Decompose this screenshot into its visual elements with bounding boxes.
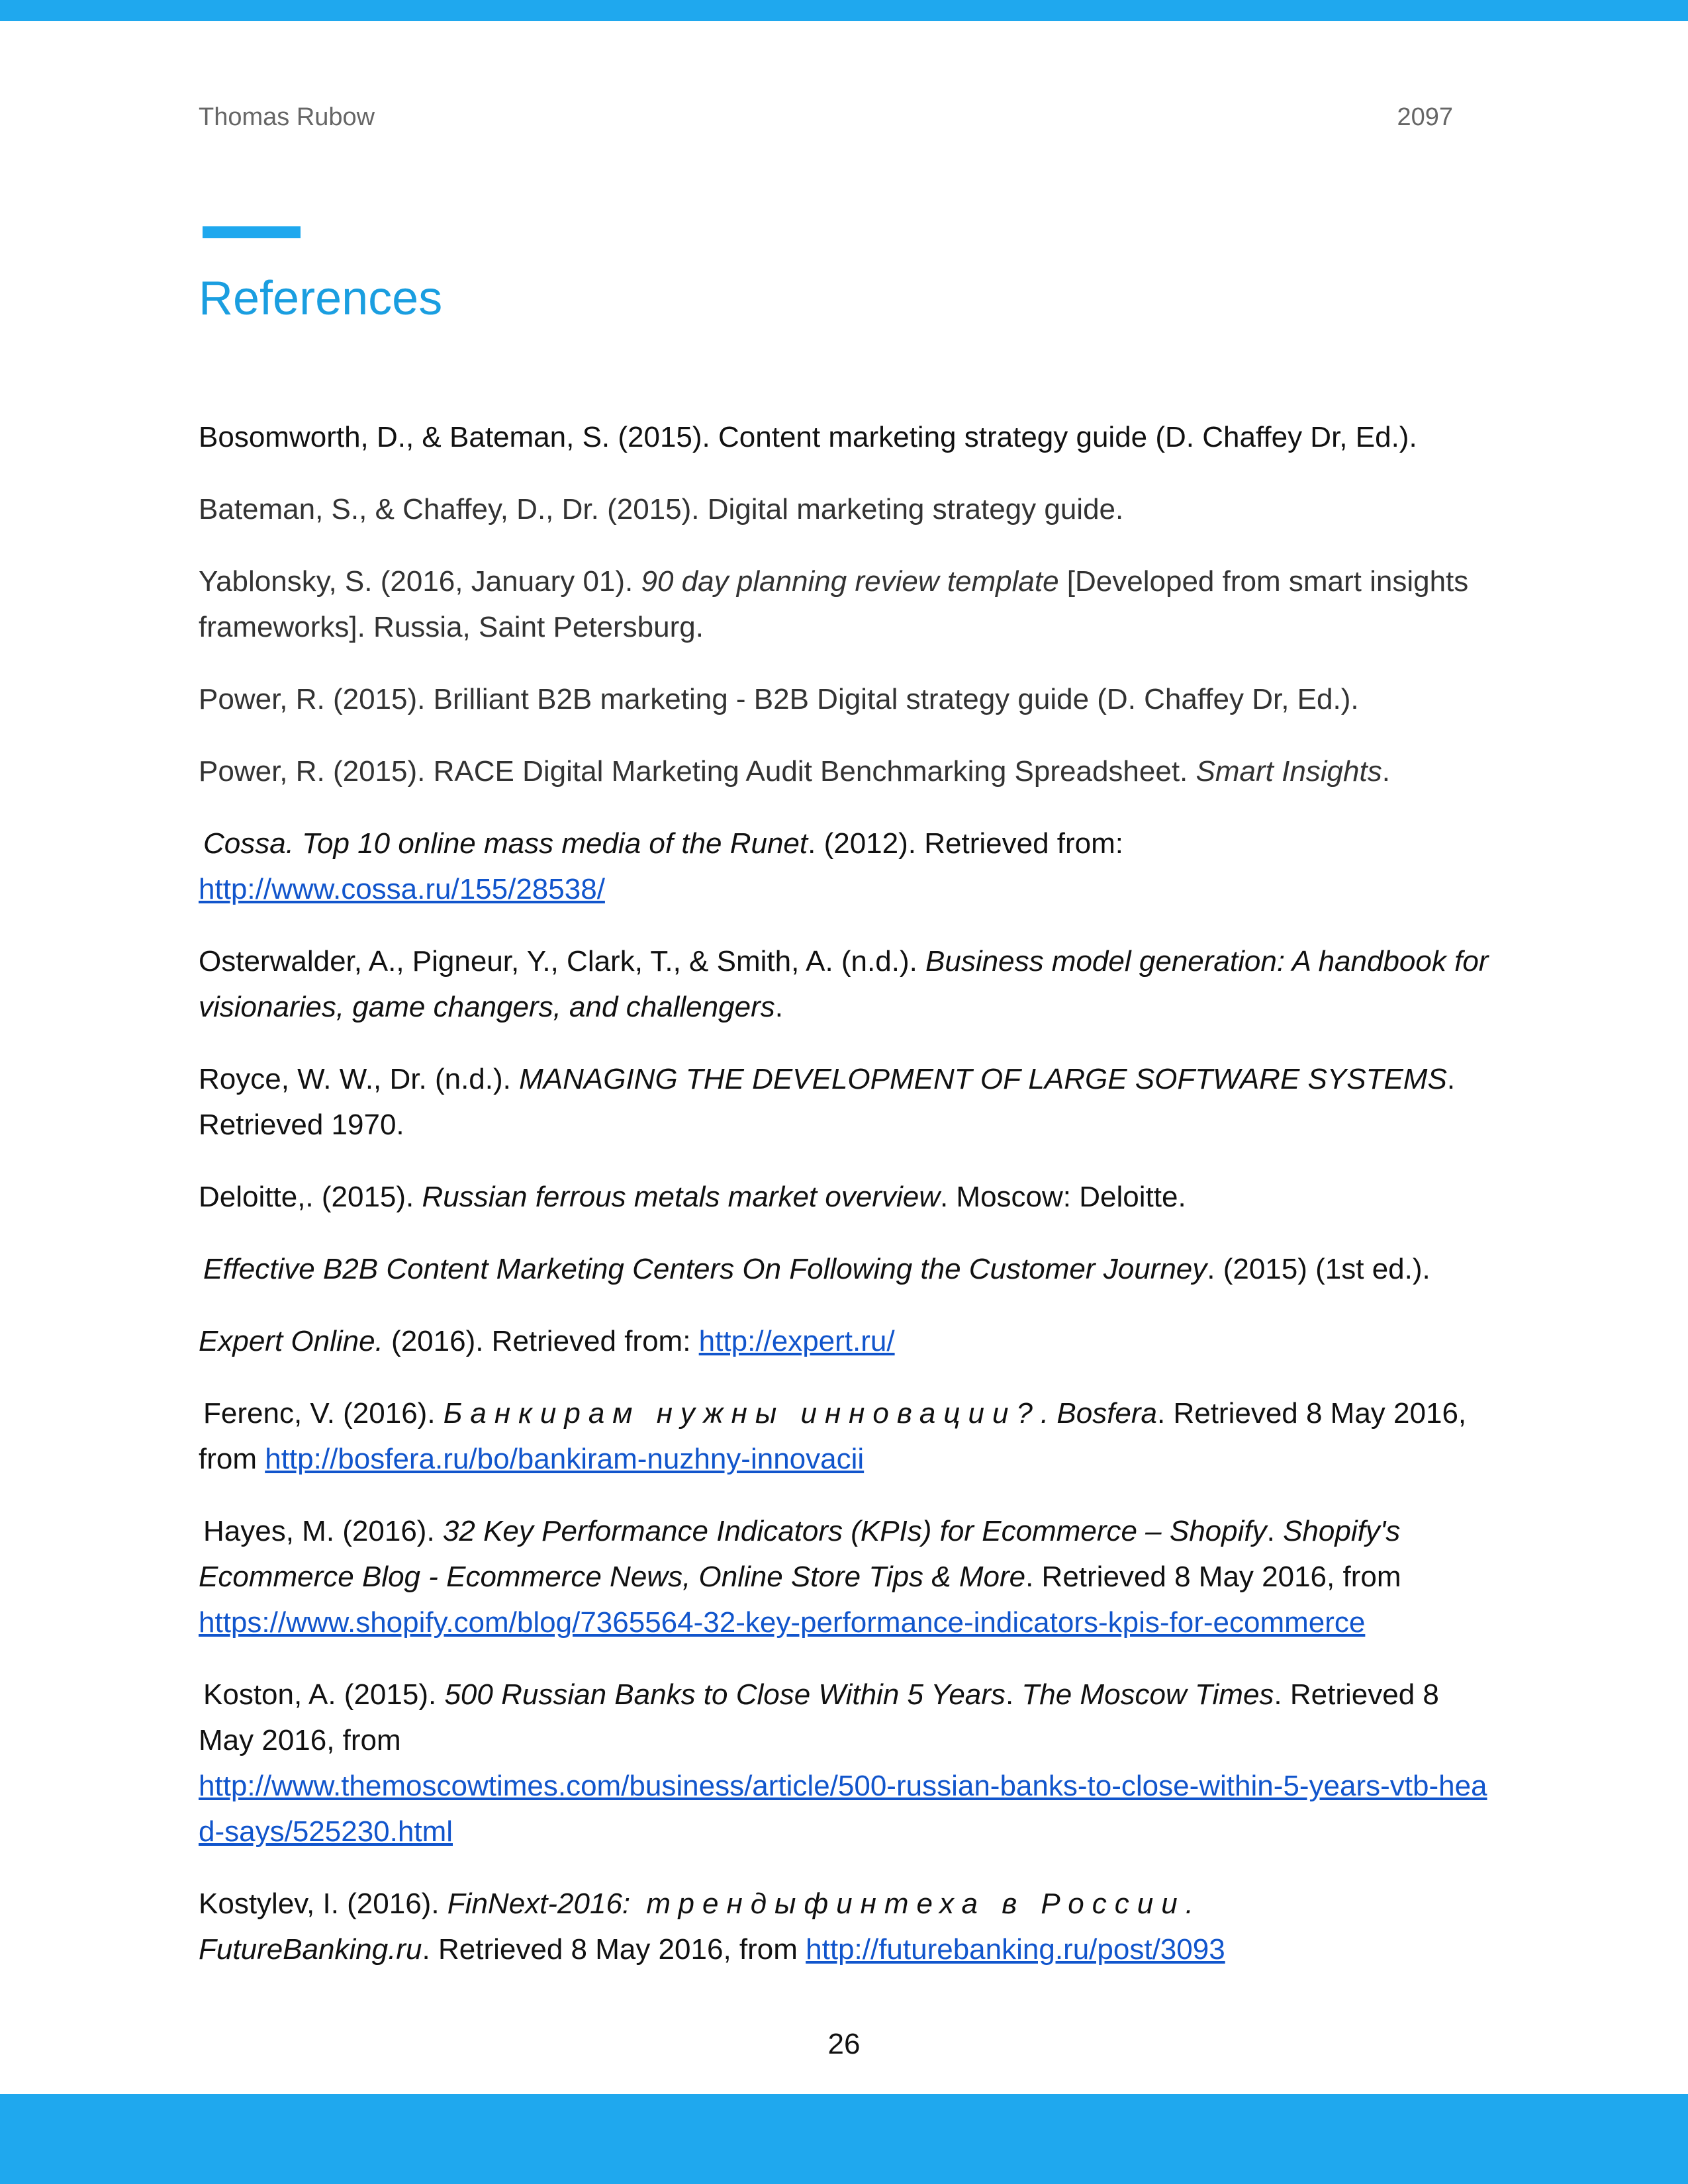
reference-source: FutureBanking.ru (199, 1933, 422, 1966)
reference-title: FinNext-2016: (447, 1888, 631, 1920)
reference-title: 32 Key Performance Indicators (KPIs) for Ecommerce – Shopify (442, 1515, 1267, 1547)
reference-item (199, 1672, 1496, 1854)
reference-title: Business model generation: A handbook for visionaries, game changers, and challengers (199, 945, 1489, 1023)
reference-title: Expert Online. (199, 1325, 383, 1357)
reference-item (199, 1508, 1496, 1645)
reference-source: . Bosfera (1040, 1397, 1157, 1430)
reference-title: Russian ferrous metals market overview (422, 1181, 940, 1213)
reference-text: Bosomworth, D., & Bateman, S. (2015). Content marketing strategy guide (D. Chaffey Dr, Ed.). (199, 421, 1417, 453)
reference-title: Effective B2B Content Marketing Centers On Following the Customer Journey (203, 1253, 1207, 1285)
reference-text: Kostylev, I. (2016). (199, 1888, 447, 1920)
reference-text: . (1005, 1678, 1022, 1711)
reference-item (199, 1390, 1496, 1482)
reference-text: (2016). Retrieved from: (383, 1325, 699, 1357)
reference-title-cyrillic: трендыфинтеха в России. (630, 1888, 1201, 1920)
reference-item (199, 1174, 1496, 1220)
reference-title: Cossa. Top 10 online mass media of the Runet (203, 827, 808, 860)
reference-item (199, 676, 1496, 722)
reference-text: Deloitte,. (2015). (199, 1181, 422, 1213)
reference-list (199, 414, 1496, 1972)
reference-title: MANAGING THE DEVELOPMENT OF LARGE SOFTWARE SYSTEMS (519, 1063, 1447, 1095)
reference-item (199, 1056, 1496, 1148)
reference-item (199, 821, 1496, 912)
header-author: Thomas Rubow (199, 103, 375, 131)
reference-text: Power, R. (2015). RACE Digital Marketing Audit Benchmarking Spreadsheet. (199, 755, 1196, 788)
reference-text: . (2015) (1st ed.). (1207, 1253, 1430, 1285)
reference-text: . (774, 991, 783, 1023)
reference-item (199, 414, 1496, 460)
reference-text: Bateman, S., & Chaffey, D., Dr. (2015). Digital marketing strategy guide. (199, 493, 1124, 525)
reference-item (199, 1318, 1496, 1364)
reference-item (199, 486, 1496, 532)
reference-text: . (2012). Retrieved from: (808, 827, 1123, 860)
reference-text: Hayes, M. (2016). (203, 1515, 443, 1547)
reference-text: Yablonsky, S. (2016, January 01). (199, 565, 641, 598)
title-accent-rule (203, 226, 301, 238)
header-year: 2097 (1397, 103, 1453, 131)
reference-text: Koston, A. (2015). (203, 1678, 445, 1711)
reference-text: [Developed from smart insights frameworks]. Russia, Saint Petersburg. (199, 565, 1469, 643)
reference-text: . Retrieved 8 May 2016, from (199, 1397, 1467, 1475)
reference-item (199, 938, 1496, 1030)
reference-source: Shopify's Ecommerce Blog - Ecommerce News, Online Store Tips & More (199, 1515, 1401, 1593)
bottom-accent-bar (0, 2094, 1688, 2184)
reference-text: Ferenc, V. (2016). (203, 1397, 444, 1430)
reference-text: . Moscow: Deloitte. (939, 1181, 1186, 1213)
reference-link[interactable]: http://www.themoscowtimes.com/business/article/500-russian-banks-to-close-within-5-years-vtb-head-says/525230.html (199, 1770, 1487, 1848)
top-accent-bar (0, 0, 1688, 21)
reference-title: Банкирам нужны инновации? (443, 1397, 1041, 1430)
reference-text: Osterwalder, A., Pigneur, Y., Clark, T., & Smith, A. (n.d.). (199, 945, 926, 978)
reference-item (199, 749, 1496, 794)
reference-item (199, 1246, 1496, 1292)
page-title: References (199, 272, 443, 325)
reference-text: . Retrieved 8 May 2016, from (199, 1678, 1439, 1756)
reference-item (199, 1881, 1496, 1972)
reference-source: The Moscow Times (1021, 1678, 1274, 1711)
reference-item (199, 559, 1496, 650)
reference-text: Power, R. (2015). Brilliant B2B marketing - B2B Digital strategy guide (D. Chaffey Dr, Ed.). (199, 683, 1359, 715)
reference-link[interactable]: http://expert.ru/ (698, 1325, 895, 1357)
reference-title: 500 Russian Banks to Close Within 5 Years (444, 1678, 1006, 1711)
reference-text: . Retrieved 8 May 2016, from (1025, 1561, 1401, 1593)
page-number: 26 (827, 2028, 861, 2060)
reference-text: . (1382, 755, 1390, 788)
reference-link[interactable]: http://www.cossa.ru/155/28538/ (199, 873, 605, 905)
reference-text: Royce, W. W., Dr. (n.d.). (199, 1063, 520, 1095)
reference-title: 90 day planning review template (641, 565, 1059, 598)
reference-text: . Retrieved 1970. (199, 1063, 1456, 1141)
reference-link[interactable]: https://www.shopify.com/blog/7365564-32-key-performance-indicators-kpis-for-ecommerce (199, 1606, 1366, 1639)
reference-link[interactable]: http://bosfera.ru/bo/bankiram-nuzhny-innovacii (265, 1443, 865, 1475)
reference-title: Smart Insights (1196, 755, 1382, 788)
reference-link[interactable]: http://futurebanking.ru/post/3093 (806, 1933, 1225, 1966)
reference-text: . Retrieved 8 May 2016, from (422, 1933, 806, 1966)
reference-text: . (1266, 1515, 1284, 1547)
